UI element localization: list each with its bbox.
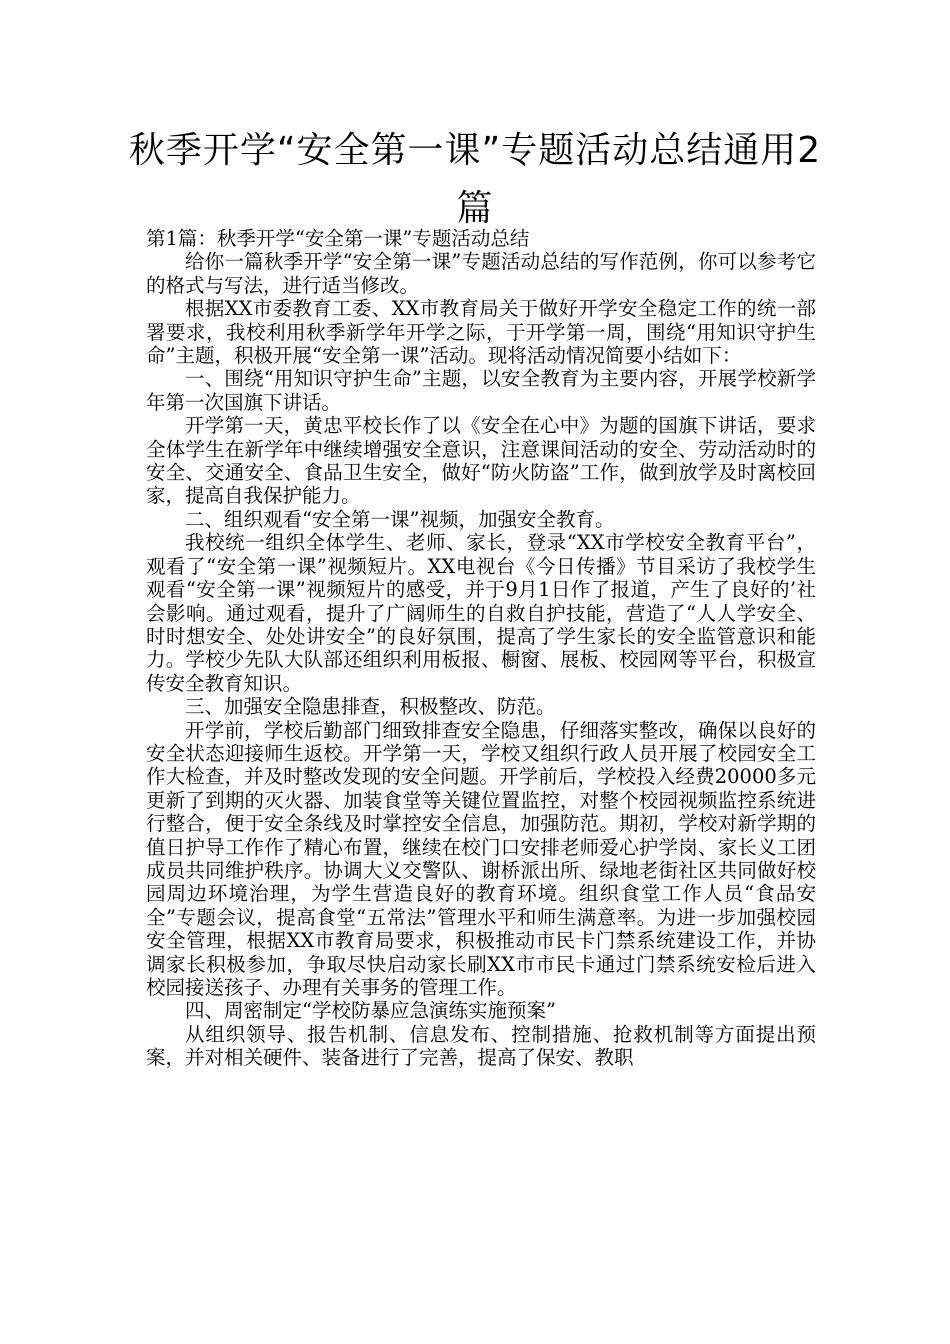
section-heading: 二、组织观看“安全第一课”视频，加强安全教育。 bbox=[185, 507, 615, 531]
document-title: 秋季开学“安全第一课”专题活动总结通用2篇 bbox=[128, 130, 822, 229]
paragraph: 根据XX市委教育工委、XX市教育局关于做好开学安全稳定工作的统一部署要求，我校利用秋季新学年开学之际，于开学第一周，围绕“用知识守护生命”主题，积极开展“安全第一课”活动。现将活动情况简要小结如下： bbox=[146, 297, 816, 368]
section-heading: 三、加强安全隐患排查，积极整改、防范。 bbox=[185, 695, 556, 719]
paragraph: 开学第一天，黄忠平校长作了以《安全在心中》为题的国旗下讲话，要求全体学生在新学年中继续增强安全意识，注意课间活动的安全、劳动活动时的安全、交通安全、食品卫生安全，做好“防火防盗”工作，做到放学及时离校回家，提高自我保护能力。 bbox=[146, 414, 816, 508]
paragraph: 第1篇：秋季开学“安全第一课”专题活动总结 bbox=[146, 227, 530, 250]
paragraph: 我校统一组织全体学生、老师、家长，登录“XX市学校安全教育平台”，观看了“安全第一课”视频短片。XX电视台《今日传播》节目采访了我校学生观看“安全第一课”视频短片的感受，并于9月1日作了报道，产生了良好的’社会影响。通过观看，提升了广阔师生的自救自护技能，营造了“人人学安全、时时想安全、处处讲安全”的良好氛围，提高了学生家长的安全监管意识和能力。学校少先队大队部还组织利用板报、橱窗、展板、校园网等平台，积极宣传安全教育知识。 bbox=[146, 531, 816, 695]
document-body bbox=[146, 227, 816, 1070]
paragraph: 从组织领导、报告机制、信息发布、控制措施、抢救机制等方面提出预案，并对相关硬件、装备进行了完善，提高了保安、教职 bbox=[146, 1022, 816, 1070]
section-heading: 四、周密制定“学校防暴应急演练实施预案” bbox=[185, 999, 556, 1023]
section-heading: 一、围绕“用知识守护生命”主题，以安全教育为主要内容，开展学校新学年第一次国旗下讲话。 bbox=[146, 367, 816, 414]
paragraph: 给你一篇秋季开学“安全第一课”专题活动总结的写作范例，你可以参考它的格式与写法，进行适当修改。 bbox=[146, 250, 816, 297]
paragraph: 开学前，学校后勤部门细致排查安全隐患，仔细落实整改，确保以良好的安全状态迎接师生返校。开学第一天，学校又组织行政人员开展了校园安全工作大检查，并及时整改发现的安全问题。开学前后，学校投入经费20000多元更新了到期的灭火器、加装食堂等关键位置监控，对整个校园视频监控系统进行整合，便于安全条线及时掌控安全信息，加强防范。期初，学校对新学期的值日护导工作作了精心布置，继续在校门口安排老师爱心护学岗、家长义工团成员共同维护秩序。协调大义交警队、谢桥派出所、绿地老街社区共同做好校园周边环境治理，为学生营造良好的教育环境。组织食堂工作人员“食品安全”专题会议，提高食堂“五常法”管理水平和师生满意率。为进一步加强校园安全管理，根据XX市教育局要求，积极推动市民卡门禁系统建设工作，并协调家长积极参加，争取尽快启动家长刷XX市市民卡通过门禁系统安检后进入校园接送孩子、办理有关事务的管理工作。 bbox=[146, 718, 816, 999]
